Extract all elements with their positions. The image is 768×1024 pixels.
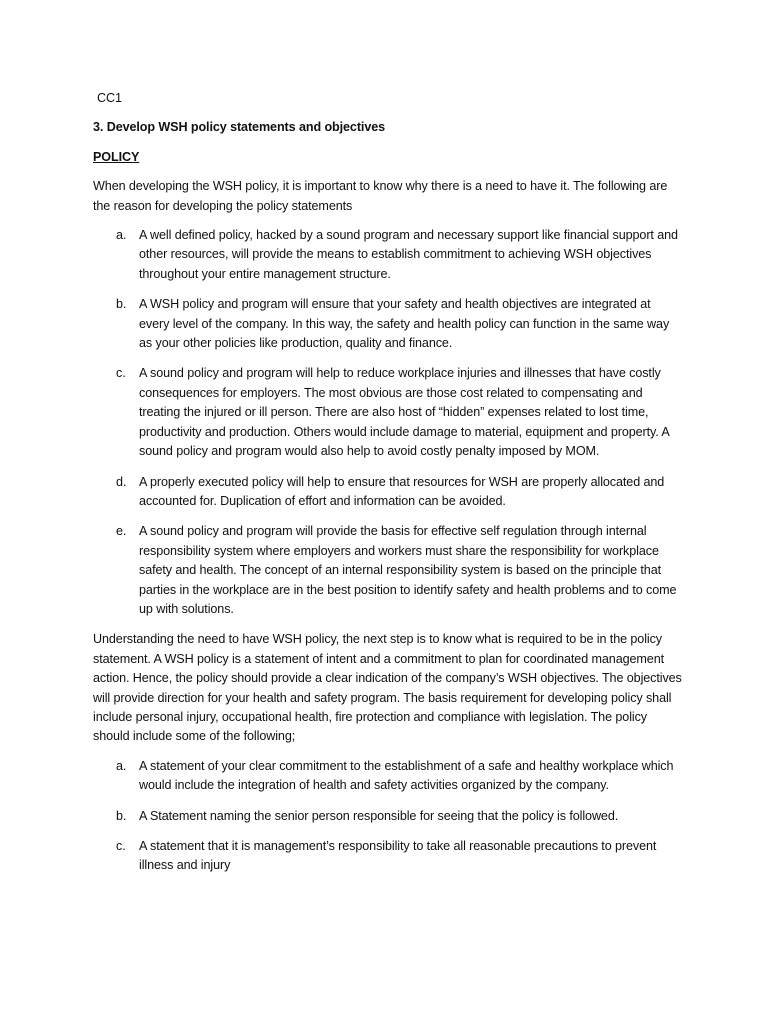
list-item [93, 522, 682, 619]
list-item [93, 295, 682, 353]
list-item [93, 757, 682, 796]
list-marker: a. [116, 228, 127, 243]
list-item [93, 837, 682, 876]
list-item-text: A sound policy and program will help to reduce workplace injuries and illnesses that have costly consequences for employers. The most obvious are those cost related to compensating and treating the injured or ill person. There are also host of “hidden” expenses related to lost time, productivity and production. Others would include damage to material, equipment and property. A sound policy and program would also help to avoid costly penalty imposed by MOM. [139, 366, 670, 459]
list-item-text: A properly executed policy will help to ensure that resources for WSH are properly allocated and accounted for. Duplication of effort and information can be avoided. [139, 474, 665, 508]
list-marker: d. [116, 474, 127, 489]
list-marker: a. [116, 758, 127, 773]
list-item [93, 226, 682, 284]
list-marker: b. [116, 808, 127, 823]
list-item [93, 364, 682, 461]
list-item-text: A well defined policy, hacked by a sound program and necessary support like financial support and other resources, will provide the means to establish commitment to achieving WSH objectives throughout your entire management structure. [139, 228, 678, 281]
list-marker: e. [116, 524, 127, 539]
understanding-paragraph: Understanding the need to have WSH policy, the next step is to know what is required to be in the policy statement. A WSH policy is a statement of intent and a commitment to plan for coordinated management action. Hence, the policy should provide a clear indication of the company’s WSH objectives. The objectives will provide direction for your health and safety program. The basis requirement for developing policy shall include personal injury, occupational health, fire protection and compliance with legislation. The policy should include some of the following; [93, 632, 682, 744]
intro-paragraph: When developing the WSH policy, it is important to know why there is a need to have it. The following are the reason for developing the policy statements [93, 179, 668, 213]
list-item [93, 807, 682, 826]
document-id-label: CC1 [97, 91, 122, 105]
list-marker: c. [116, 366, 126, 381]
list-item-text: A sound policy and program will provide the basis for effective self regulation through internal responsibility system where employers and workers must share the responsibility for workplace safety and health. The concept of an internal responsibility system is based on the principle that parties in the workplace are in the best position to identify safety and health problems and to come up with solutions. [139, 524, 677, 616]
reasons-list [93, 226, 682, 619]
list-item-text: A WSH policy and program will ensure that your safety and health objectives are integrated at every level of the company. In this way, the safety and health policy can function in the same way as your other policies like production, quality and finance. [139, 297, 670, 351]
policy-contents-list [93, 757, 682, 876]
list-item-text: A statement that it is management’s responsibility to take all reasonable precautions to prevent illness and injury [139, 839, 657, 873]
section-heading: 3. Develop WSH policy statements and objectives [93, 120, 386, 135]
list-item [93, 473, 682, 512]
list-item-text: A statement of your clear commitment to the establishment of a safe and healthy workplace which would include the integration of health and safety activities organized by the company. [139, 758, 674, 793]
list-marker: b. [116, 297, 127, 312]
list-marker: c. [116, 839, 126, 853]
list-item-text: A Statement naming the senior person responsible for seeing that the policy is followed. [139, 808, 619, 823]
policy-subheading: POLICY [93, 149, 140, 164]
